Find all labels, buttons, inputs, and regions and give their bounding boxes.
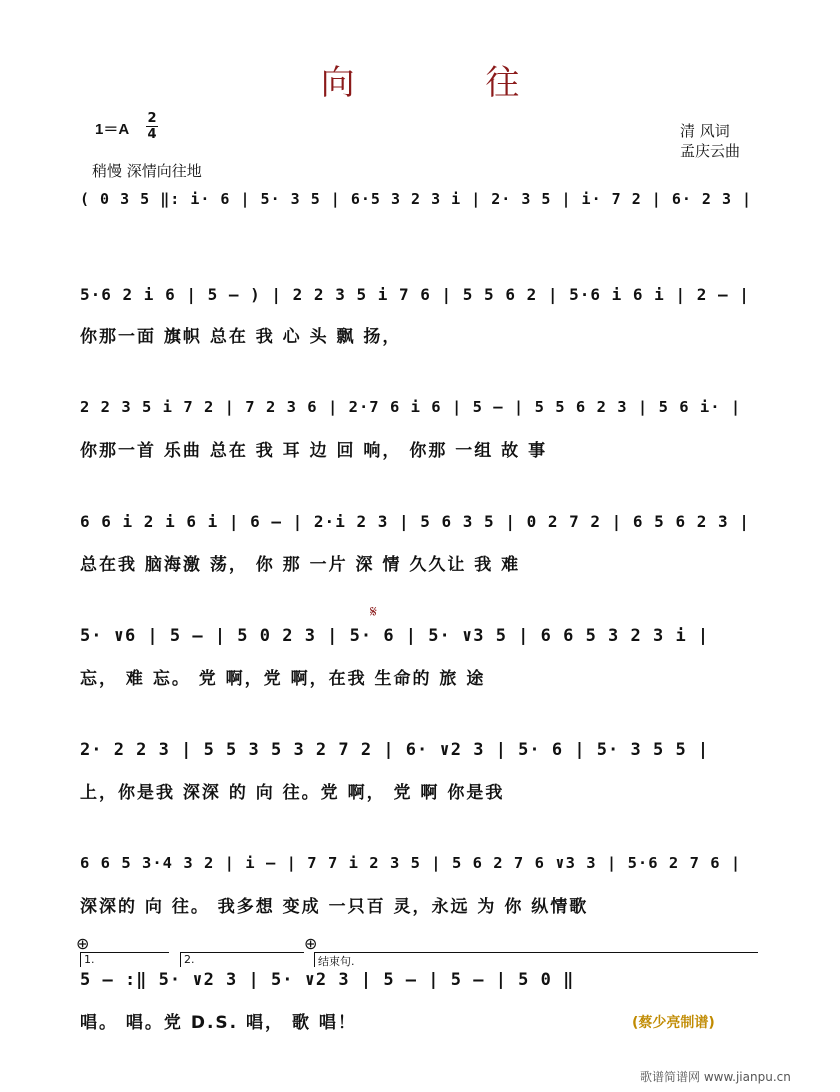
final-ending-bracket: 结束句.	[314, 952, 758, 967]
notation-line-2: 5·6 2 i 6 | 5 — ) | 2 2 3 5 i 7 6 | 5 5 6 2 | 5·6 i 6 i | 2 — |	[80, 285, 750, 304]
lyric-line-5: 忘， 难 忘。 党 啊，党 啊，在我 生命的 旅 途	[80, 669, 486, 689]
second-ending-bracket: 2.	[180, 952, 304, 967]
lyric-line-4: 总在我 脑海激 荡， 你 那 一片 深 情 久久让 我 难	[80, 555, 521, 575]
song-title: 向 往	[320, 63, 580, 103]
notation-line-8: 5 — :‖ 5· ∨2 3 | 5· ∨2 3 | 5 — | 5 — | 5 0 ‖	[80, 970, 575, 990]
time-sig-top: 2	[147, 111, 157, 126]
key-signature: 1＝A	[95, 121, 130, 138]
composer-credit: 孟庆云曲	[680, 142, 741, 160]
coda-icon-2: ⊕	[304, 934, 318, 953]
notation-line-6: 2· 2 2 3 | 5 5 3 5 3 2 7 2 | 6· ∨2 3 | 5· 6 | 5· 3 5 5 |	[80, 740, 710, 760]
notation-line-3: 2 2 3 5 i 7 2 | 7 2 3 6 | 2·7 6 i 6 | 5 — | 5 5 6 2 3 | 5 6 i· |	[80, 398, 742, 416]
notation-line-7: 6 6 5 3·4 3 2 | i — | 7 7 i 2 3 5 | 5 6 2 7 6 ∨3 3 | 5·6 2 7 6 |	[80, 854, 742, 872]
coda-icon: ⊕	[76, 934, 90, 953]
notation-line-5: 5· ∨6 | 5 — | 5 0 2 3 | 5· 6 | 5· ∨3 5 | 6 6 5 3 2 3 i |	[80, 626, 710, 646]
notation-line-4: 6 6 i 2 i 6 i | 6 — | 2·i 2 3 | 5 6 3 5 | 0 2 7 2 | 6 5 6 2 3 |	[80, 512, 750, 531]
time-signature	[146, 112, 158, 141]
lyric-line-3: 你那一首 乐曲 总在 我 耳 边 回 响， 你那 一组 故 事	[80, 441, 548, 461]
lyric-line-6: 上，你是我 深深 的 向 往。党 啊， 党 啊 你是我	[80, 783, 505, 803]
lyric-line-8: 唱。 唱。党 D.S. 唱， 歌 唱！	[80, 1013, 357, 1033]
site-watermark: 歌谱简谱网 www.jianpu.cn	[640, 1070, 791, 1084]
lyric-line-7: 深深的 向 往。 我多想 变成 一只百 灵，永远 为 你 纵情歌	[80, 897, 589, 917]
transcriber-credit: (蔡少亮制谱)	[632, 1015, 715, 1031]
notation-line-1: ( 0 3 5 ‖: i· 6 | 5· 3 5 | 6·5 3 2 3 i | 2· 3 5 | i· 7 2 | 6· 2 3 |	[80, 190, 753, 208]
time-sig-bottom: 4	[147, 127, 157, 142]
first-ending-bracket: 1.	[80, 952, 169, 967]
lyricist-credit: 清 风词	[680, 122, 730, 140]
segno-icon: 𝄋	[370, 602, 377, 621]
tempo-marking: 稍慢 深情向往地	[92, 162, 202, 180]
lyric-line-2: 你那一面 旗帜 总在 我 心 头 飘 扬，	[80, 327, 402, 347]
